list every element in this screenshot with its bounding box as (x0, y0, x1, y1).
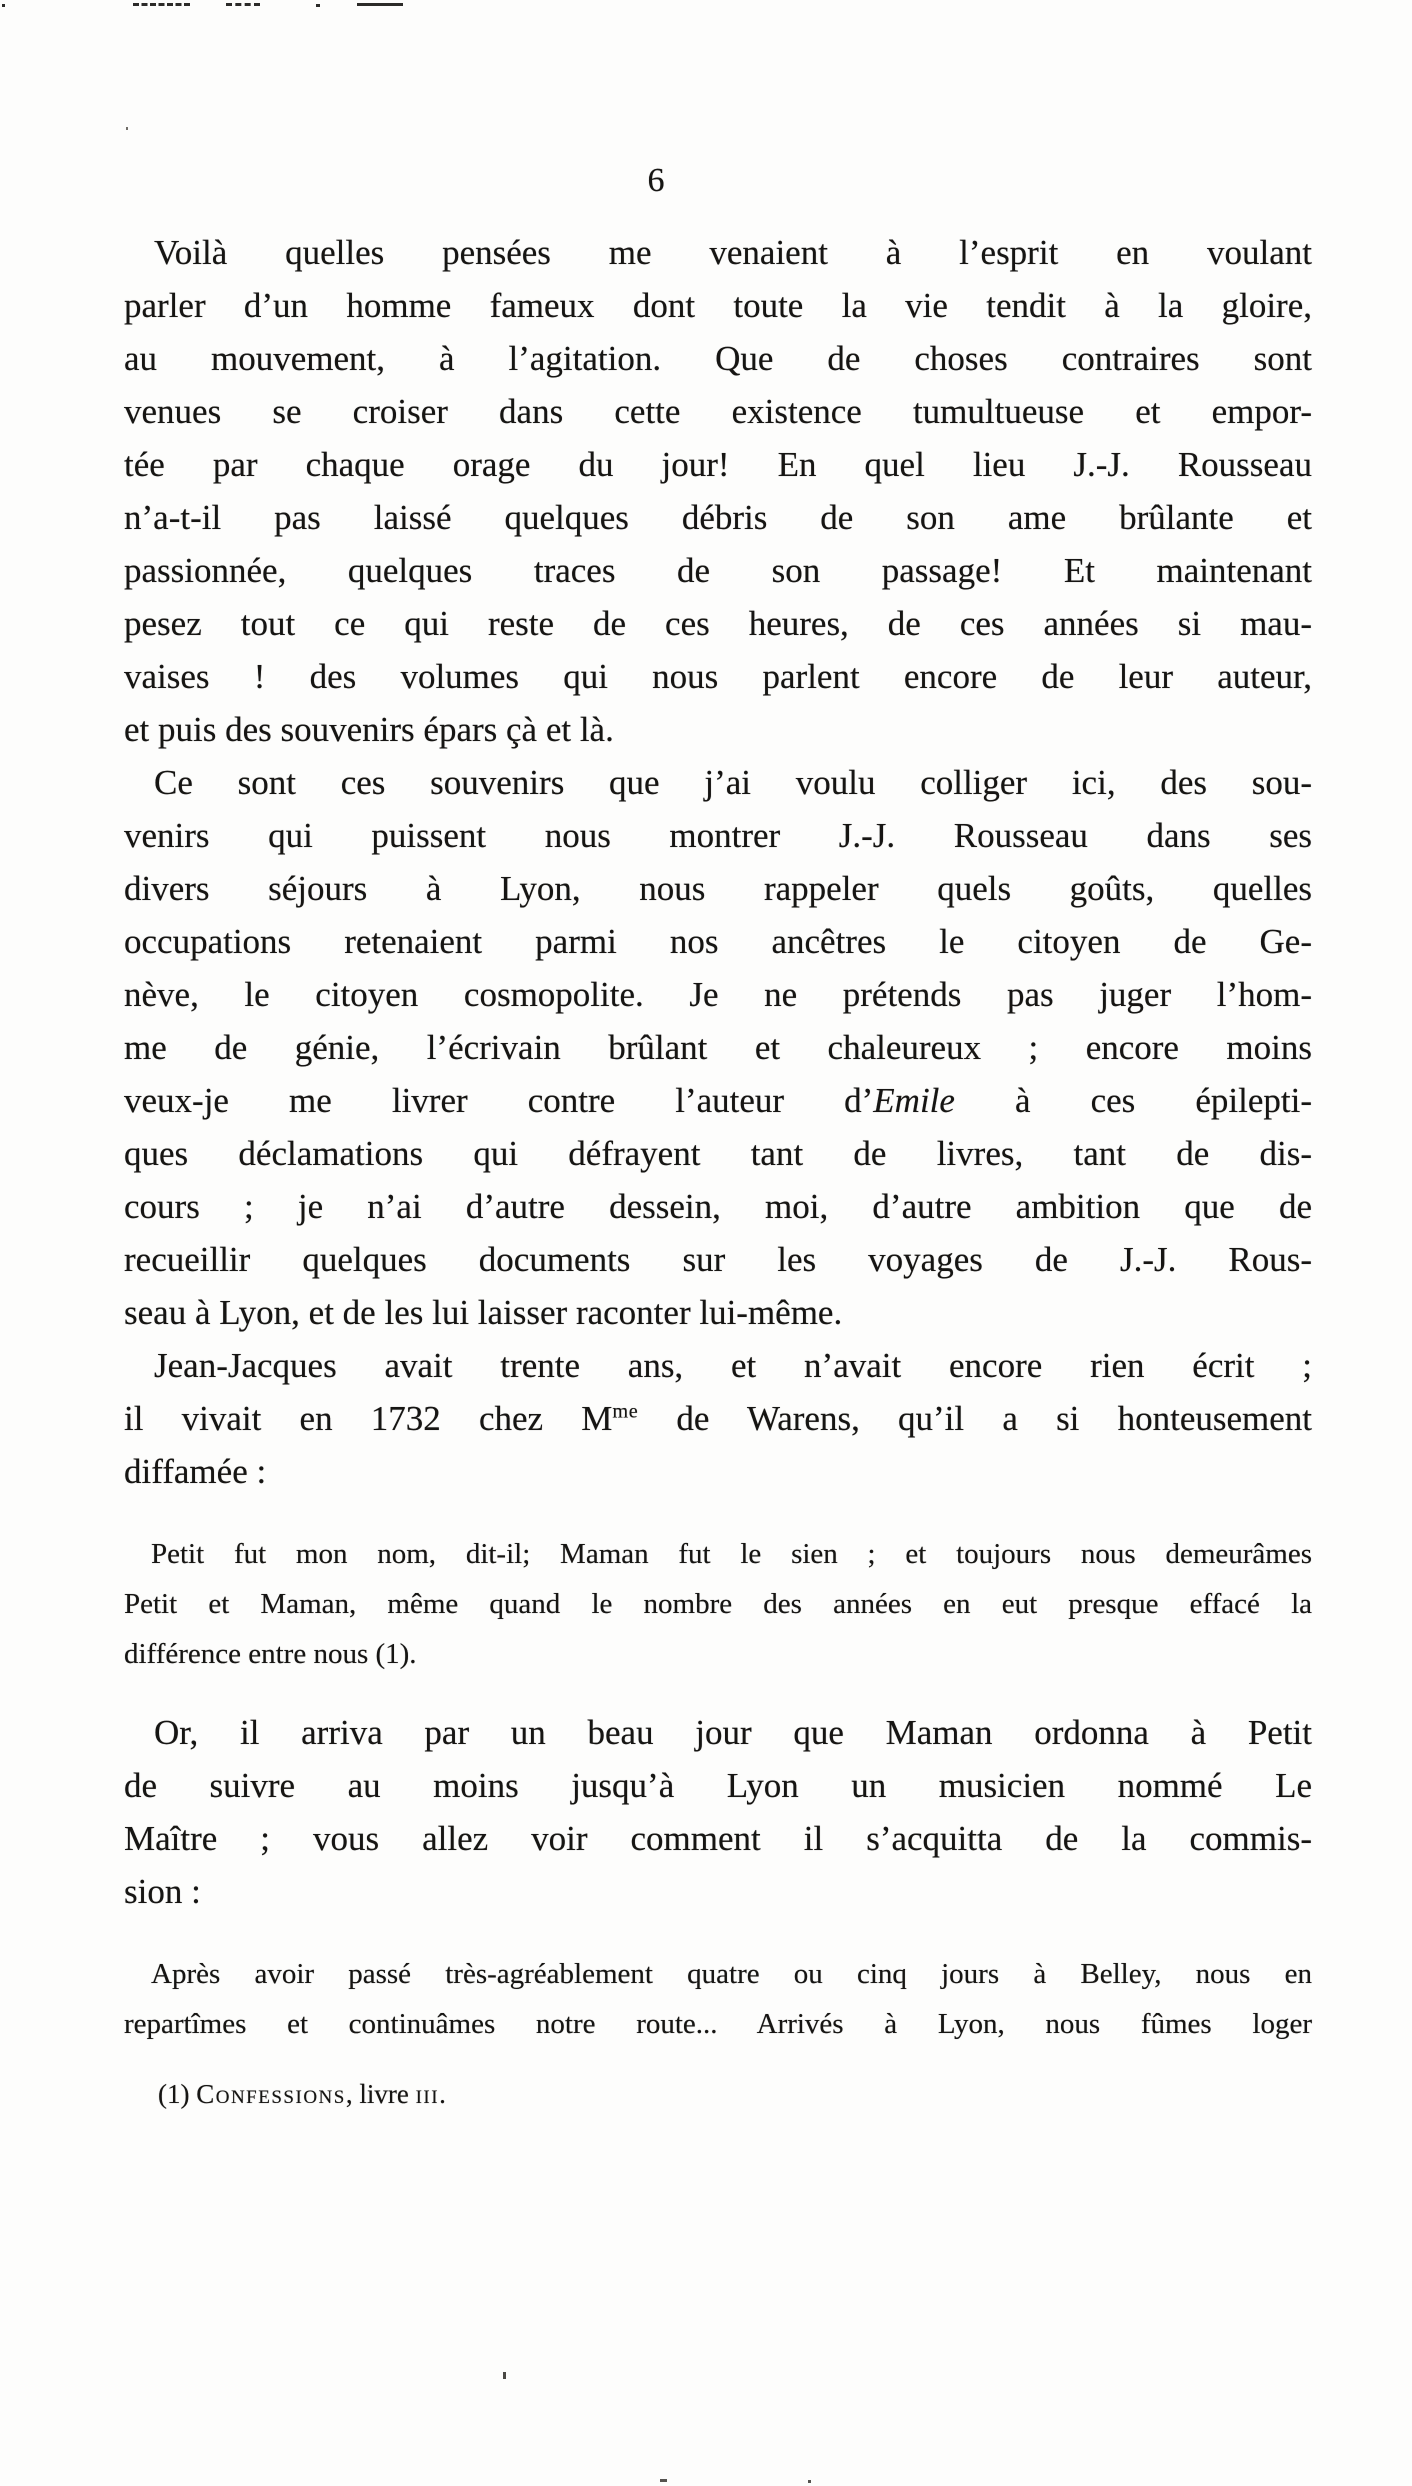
text-line (124, 1233, 1312, 1286)
text-line (124, 1074, 1312, 1127)
text-line (124, 1021, 1312, 1074)
text-run: au mouvement, à l’agitation. Que de choses contraires sont (124, 339, 1312, 378)
text-line (124, 2076, 1312, 2112)
text-run: seau à Lyon, et de les lui laisser raconter lui-même. (124, 1293, 843, 1332)
text-line (124, 1706, 1312, 1759)
text-run: Petit fut mon nom, dit-il; Maman fut le sien ; et toujours nous demeurâmes (151, 1538, 1312, 1570)
text-line (124, 809, 1312, 862)
text-line (124, 968, 1312, 1021)
text-run: n’a-t-il pas laissé quelques débris de son ame brûlante et (124, 498, 1312, 537)
text-run: parler d’un homme fameux dont toute la vie tendit à la gloire, (124, 286, 1312, 325)
text-run: de suivre au moins jusqu’à Lyon un musicien nommé Le (124, 1766, 1312, 1805)
text-run: (1) (158, 2079, 197, 2109)
text-line (124, 862, 1312, 915)
text-run: ques déclamations qui défrayent tant de livres, tant de dis- (124, 1134, 1312, 1173)
text-line (124, 1529, 1312, 1579)
footnote-1 (124, 2076, 1312, 2112)
text-run: vaises ! des volumes qui nous parlent encore de leur auteur, (124, 657, 1312, 696)
text-line (124, 1339, 1312, 1392)
scan-artifact-speck (808, 2480, 811, 2483)
text-line (124, 597, 1312, 650)
text-line (124, 756, 1312, 809)
text-run: Ce sont ces souvenirs que j’ai voulu colliger ici, des sou- (154, 763, 1312, 802)
text-line (124, 385, 1312, 438)
text-run: tée par chaque orage du jour! En quel lieu J.-J. Rousseau (124, 445, 1312, 484)
text-run: Après avoir passé très-agréablement quatre ou cinq jours à Belley, nous en (151, 1958, 1312, 1990)
text-run: , livre (345, 2079, 416, 2109)
text-run: il vivait en 1732 chez M (124, 1399, 613, 1438)
text-line (124, 1445, 1312, 1498)
text-line (124, 1949, 1312, 1999)
text-run: me de génie, l’écrivain brûlant et chaleureux ; encore moins (124, 1028, 1312, 1067)
text-line (124, 1392, 1312, 1445)
text-line (124, 332, 1312, 385)
text-line (124, 1812, 1312, 1865)
italic-text: Emile (873, 1081, 955, 1120)
page-number: 6 (647, 162, 665, 199)
text-run: venirs qui puissent nous montrer J.-J. Rousseau dans ses (124, 816, 1312, 855)
text-run: divers séjours à Lyon, nous rappeler quels goûts, quelles (124, 869, 1312, 908)
text-line (124, 279, 1312, 332)
text-run: repartîmes et continuâmes notre route... Arrivés à Lyon, nous fûmes loger (124, 2008, 1312, 2040)
text-line (124, 1759, 1312, 1812)
text-line (124, 915, 1312, 968)
text-line (124, 1629, 1312, 1679)
text-run: recueillir quelques documents sur les voyages de J.-J. Rous- (124, 1240, 1312, 1279)
paragraph-4 (124, 1706, 1312, 1918)
paragraph-1 (124, 226, 1312, 756)
superscript-text: me (612, 1400, 639, 1423)
text-line (124, 1579, 1312, 1629)
text-line (124, 1999, 1312, 2049)
text-run: . (439, 2079, 446, 2109)
small-caps-text: Confessions (196, 2079, 346, 2109)
text-line (124, 1180, 1312, 1233)
text-line (124, 650, 1312, 703)
text-line (124, 1127, 1312, 1180)
text-run: veux-je me livrer contre l’auteur d’ (124, 1081, 874, 1120)
text-content (124, 226, 1312, 2112)
text-run: différence entre nous (1). (124, 1638, 417, 1670)
text-run: nève, le citoyen cosmopolite. Je ne prétends pas juger l’hom- (124, 975, 1312, 1014)
text-run: cours ; je n’ai d’autre dessein, moi, d’autre ambition que de (124, 1187, 1312, 1226)
text-line (124, 491, 1312, 544)
small-caps-text: iii (415, 2079, 440, 2109)
text-run: pesez tout ce qui reste de ces heures, de ces années si mau- (124, 604, 1312, 643)
scan-artifact-speck (660, 2479, 667, 2482)
text-line (124, 544, 1312, 597)
paragraph-3 (124, 1339, 1312, 1498)
text-run: à ces épilepti- (954, 1081, 1312, 1120)
text-run: et puis des souvenirs épars çà et là. (124, 710, 614, 749)
text-run: venues se croiser dans cette existence tumultueuse et empor- (124, 392, 1312, 431)
text-line (124, 1286, 1312, 1339)
text-line (124, 703, 1312, 756)
quotation-2 (124, 1949, 1312, 2049)
paragraph-2 (124, 756, 1312, 1339)
text-run: passionnée, quelques traces de son passage! Et maintenant (124, 551, 1312, 590)
text-run: Jean-Jacques avait trente ans, et n’avait encore rien écrit ; (154, 1346, 1312, 1385)
scan-artifact-speck (503, 2372, 506, 2379)
text-run: sion : (124, 1872, 201, 1911)
text-run: Maître ; vous allez voir comment il s’acquitta de la commis- (124, 1819, 1312, 1858)
text-run: Or, il arriva par un beau jour que Maman ordonna à Petit (154, 1713, 1312, 1752)
text-line (124, 1865, 1312, 1918)
text-run: Petit et Maman, même quand le nombre des années en eut presque effacé la (124, 1588, 1312, 1620)
text-run: de Warens, qu’il a si honteusement (638, 1399, 1313, 1438)
text-run: Voilà quelles pensées me venaient à l’esprit en voulant (154, 233, 1312, 272)
text-line (124, 438, 1312, 491)
quotation-1 (124, 1529, 1312, 1679)
text-line (124, 226, 1312, 279)
text-run: occupations retenaient parmi nos ancêtres le citoyen de Ge- (124, 922, 1312, 961)
text-run: diffamée : (124, 1452, 267, 1491)
